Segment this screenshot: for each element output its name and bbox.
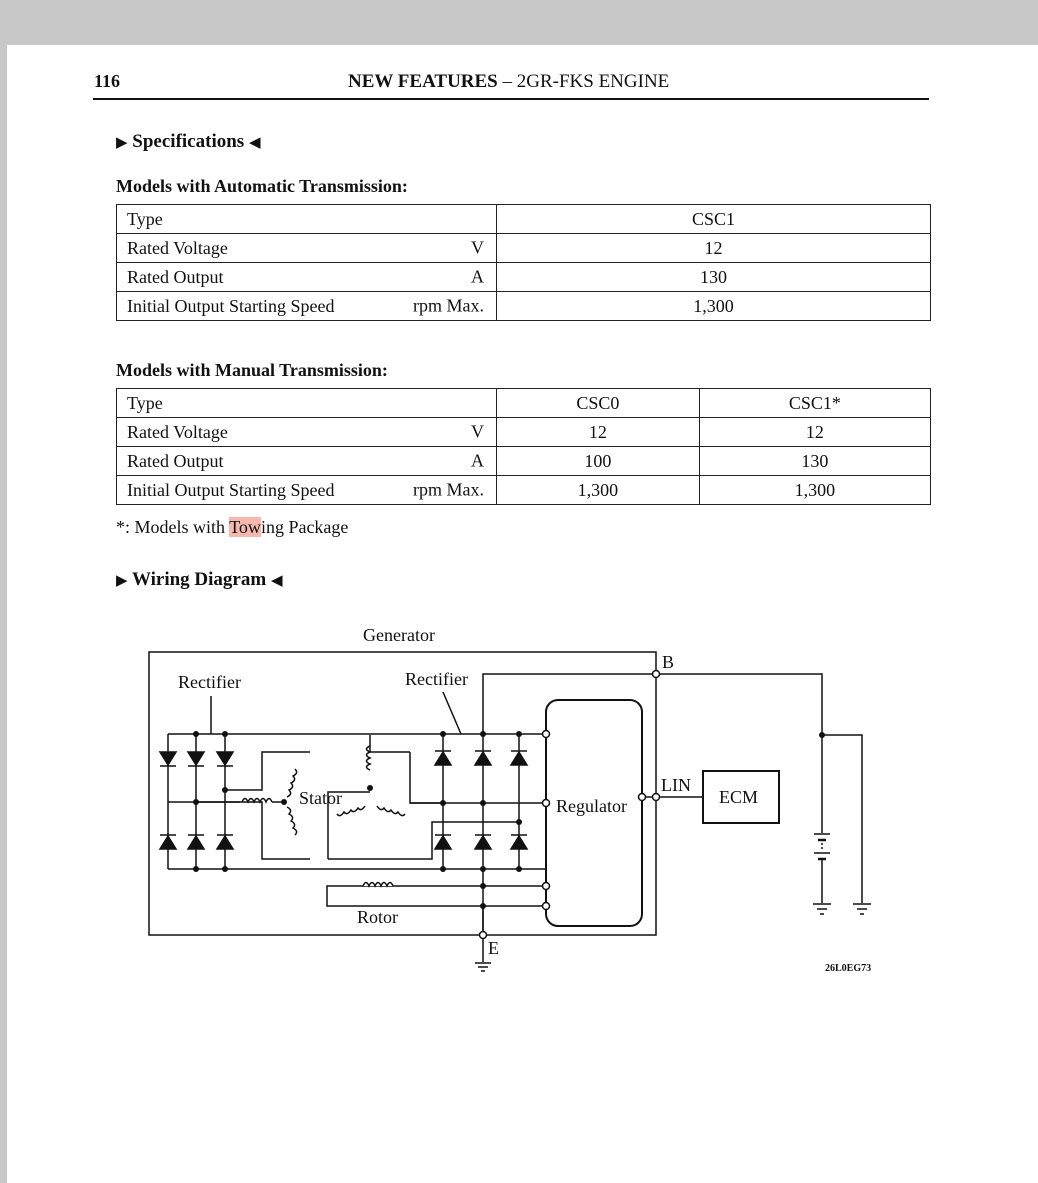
- diode-icon: [160, 836, 176, 849]
- diode-icon: [435, 752, 451, 765]
- wiring-diagram-heading-text: Wiring Diagram: [131, 569, 267, 590]
- rectifier-right-leader: [443, 692, 461, 734]
- diode-icon: [475, 752, 491, 765]
- coil-icon: [287, 807, 297, 835]
- note-suffix: ing Package: [260, 517, 349, 537]
- stator-right-coils: [337, 746, 405, 816]
- rectifier-right-label: Rectifier: [405, 669, 468, 689]
- ground-icon: [475, 963, 491, 971]
- junction-dots: [193, 731, 825, 909]
- figure-code: 26L0EG73: [825, 963, 872, 974]
- value-cell: 1,300: [497, 476, 700, 505]
- left-triangle-icon: ◀: [270, 573, 283, 589]
- value-cell: 1,300: [497, 292, 931, 321]
- row-unit: A: [471, 450, 484, 471]
- coil-icon: [287, 769, 297, 797]
- terminal-lin-label: LIN: [661, 775, 691, 795]
- header-title-rest: – 2GR-FKS ENGINE: [497, 71, 670, 92]
- coil-icon: [377, 806, 405, 816]
- value-cell: CSC1*: [699, 389, 930, 418]
- left-triangle-icon: ◀: [248, 135, 261, 151]
- manual-transmission-heading: Models with Manual Transmission:: [116, 360, 388, 380]
- wiring-diagram: [7, 45, 1038, 1183]
- value-cell: CSC0: [497, 389, 700, 418]
- value-cell: 130: [699, 447, 930, 476]
- value-cell: 12: [497, 234, 931, 263]
- diode-icon: [188, 836, 204, 849]
- value-cell: 12: [497, 418, 700, 447]
- right-triangle-icon: ▶: [116, 573, 128, 589]
- terminal-e-label: E: [488, 938, 499, 958]
- row-unit: V: [471, 237, 484, 258]
- row-unit: A: [471, 266, 484, 287]
- row-label: Initial Output Starting Speed: [127, 295, 335, 316]
- diode-icon: [160, 752, 176, 765]
- header-title-bold: NEW FEATURES: [348, 71, 498, 92]
- value-cell: CSC1: [497, 205, 931, 234]
- diode-icon: [188, 752, 204, 765]
- stator-left-phase-a: [196, 802, 310, 859]
- row-label: Rated Voltage: [127, 237, 228, 258]
- diode-icon: [511, 836, 527, 849]
- row-unit: V: [471, 421, 484, 442]
- note-highlight[interactable]: Tow: [229, 517, 261, 537]
- row-unit: rpm Max.: [413, 295, 484, 316]
- row-label: Rated Output: [127, 266, 224, 287]
- stator-left-phase-b: [225, 752, 310, 790]
- battery-icon: [814, 834, 830, 859]
- row-label: Initial Output Starting Speed: [127, 479, 335, 500]
- value-cell: 1,300: [699, 476, 930, 505]
- rotor-label: Rotor: [357, 907, 399, 927]
- auto-transmission-heading: Models with Automatic Transmission:: [116, 176, 408, 196]
- document-page: [7, 45, 1038, 1183]
- specifications-heading-text: Specifications: [132, 131, 245, 152]
- value-cell: 100: [497, 447, 700, 476]
- diode-icon: [511, 752, 527, 765]
- row-label: Rated Voltage: [127, 421, 228, 442]
- diode-icon: [475, 836, 491, 849]
- row-label: Rated Output: [127, 450, 224, 471]
- rectifier-left-label: Rectifier: [178, 672, 241, 692]
- diode-icon: [435, 836, 451, 849]
- terminal-b-label: B: [662, 652, 675, 672]
- rotor-wire: [327, 886, 546, 906]
- ground-icon: [813, 904, 831, 914]
- row-label: Type: [127, 208, 163, 229]
- generator-label: Generator: [363, 625, 435, 645]
- value-cell: 130: [497, 263, 931, 292]
- ground-icon: [853, 904, 871, 914]
- row-label: Type: [127, 392, 163, 413]
- row-unit: rpm Max.: [413, 479, 484, 500]
- regulator-label: Regulator: [556, 796, 627, 816]
- diode-icon: [217, 752, 233, 765]
- stator-label: Stator: [299, 788, 342, 808]
- rotor-coil-icon: [363, 883, 393, 887]
- page-number: 116: [94, 71, 121, 91]
- ecm-label: ECM: [719, 787, 759, 807]
- note-prefix: *: Models with: [116, 517, 230, 537]
- right-rectifier-diodes: [435, 751, 527, 849]
- stator-right-wire-d: [328, 822, 519, 859]
- value-cell: 12: [699, 418, 930, 447]
- right-triangle-icon: ▶: [116, 135, 128, 151]
- diode-icon: [217, 836, 233, 849]
